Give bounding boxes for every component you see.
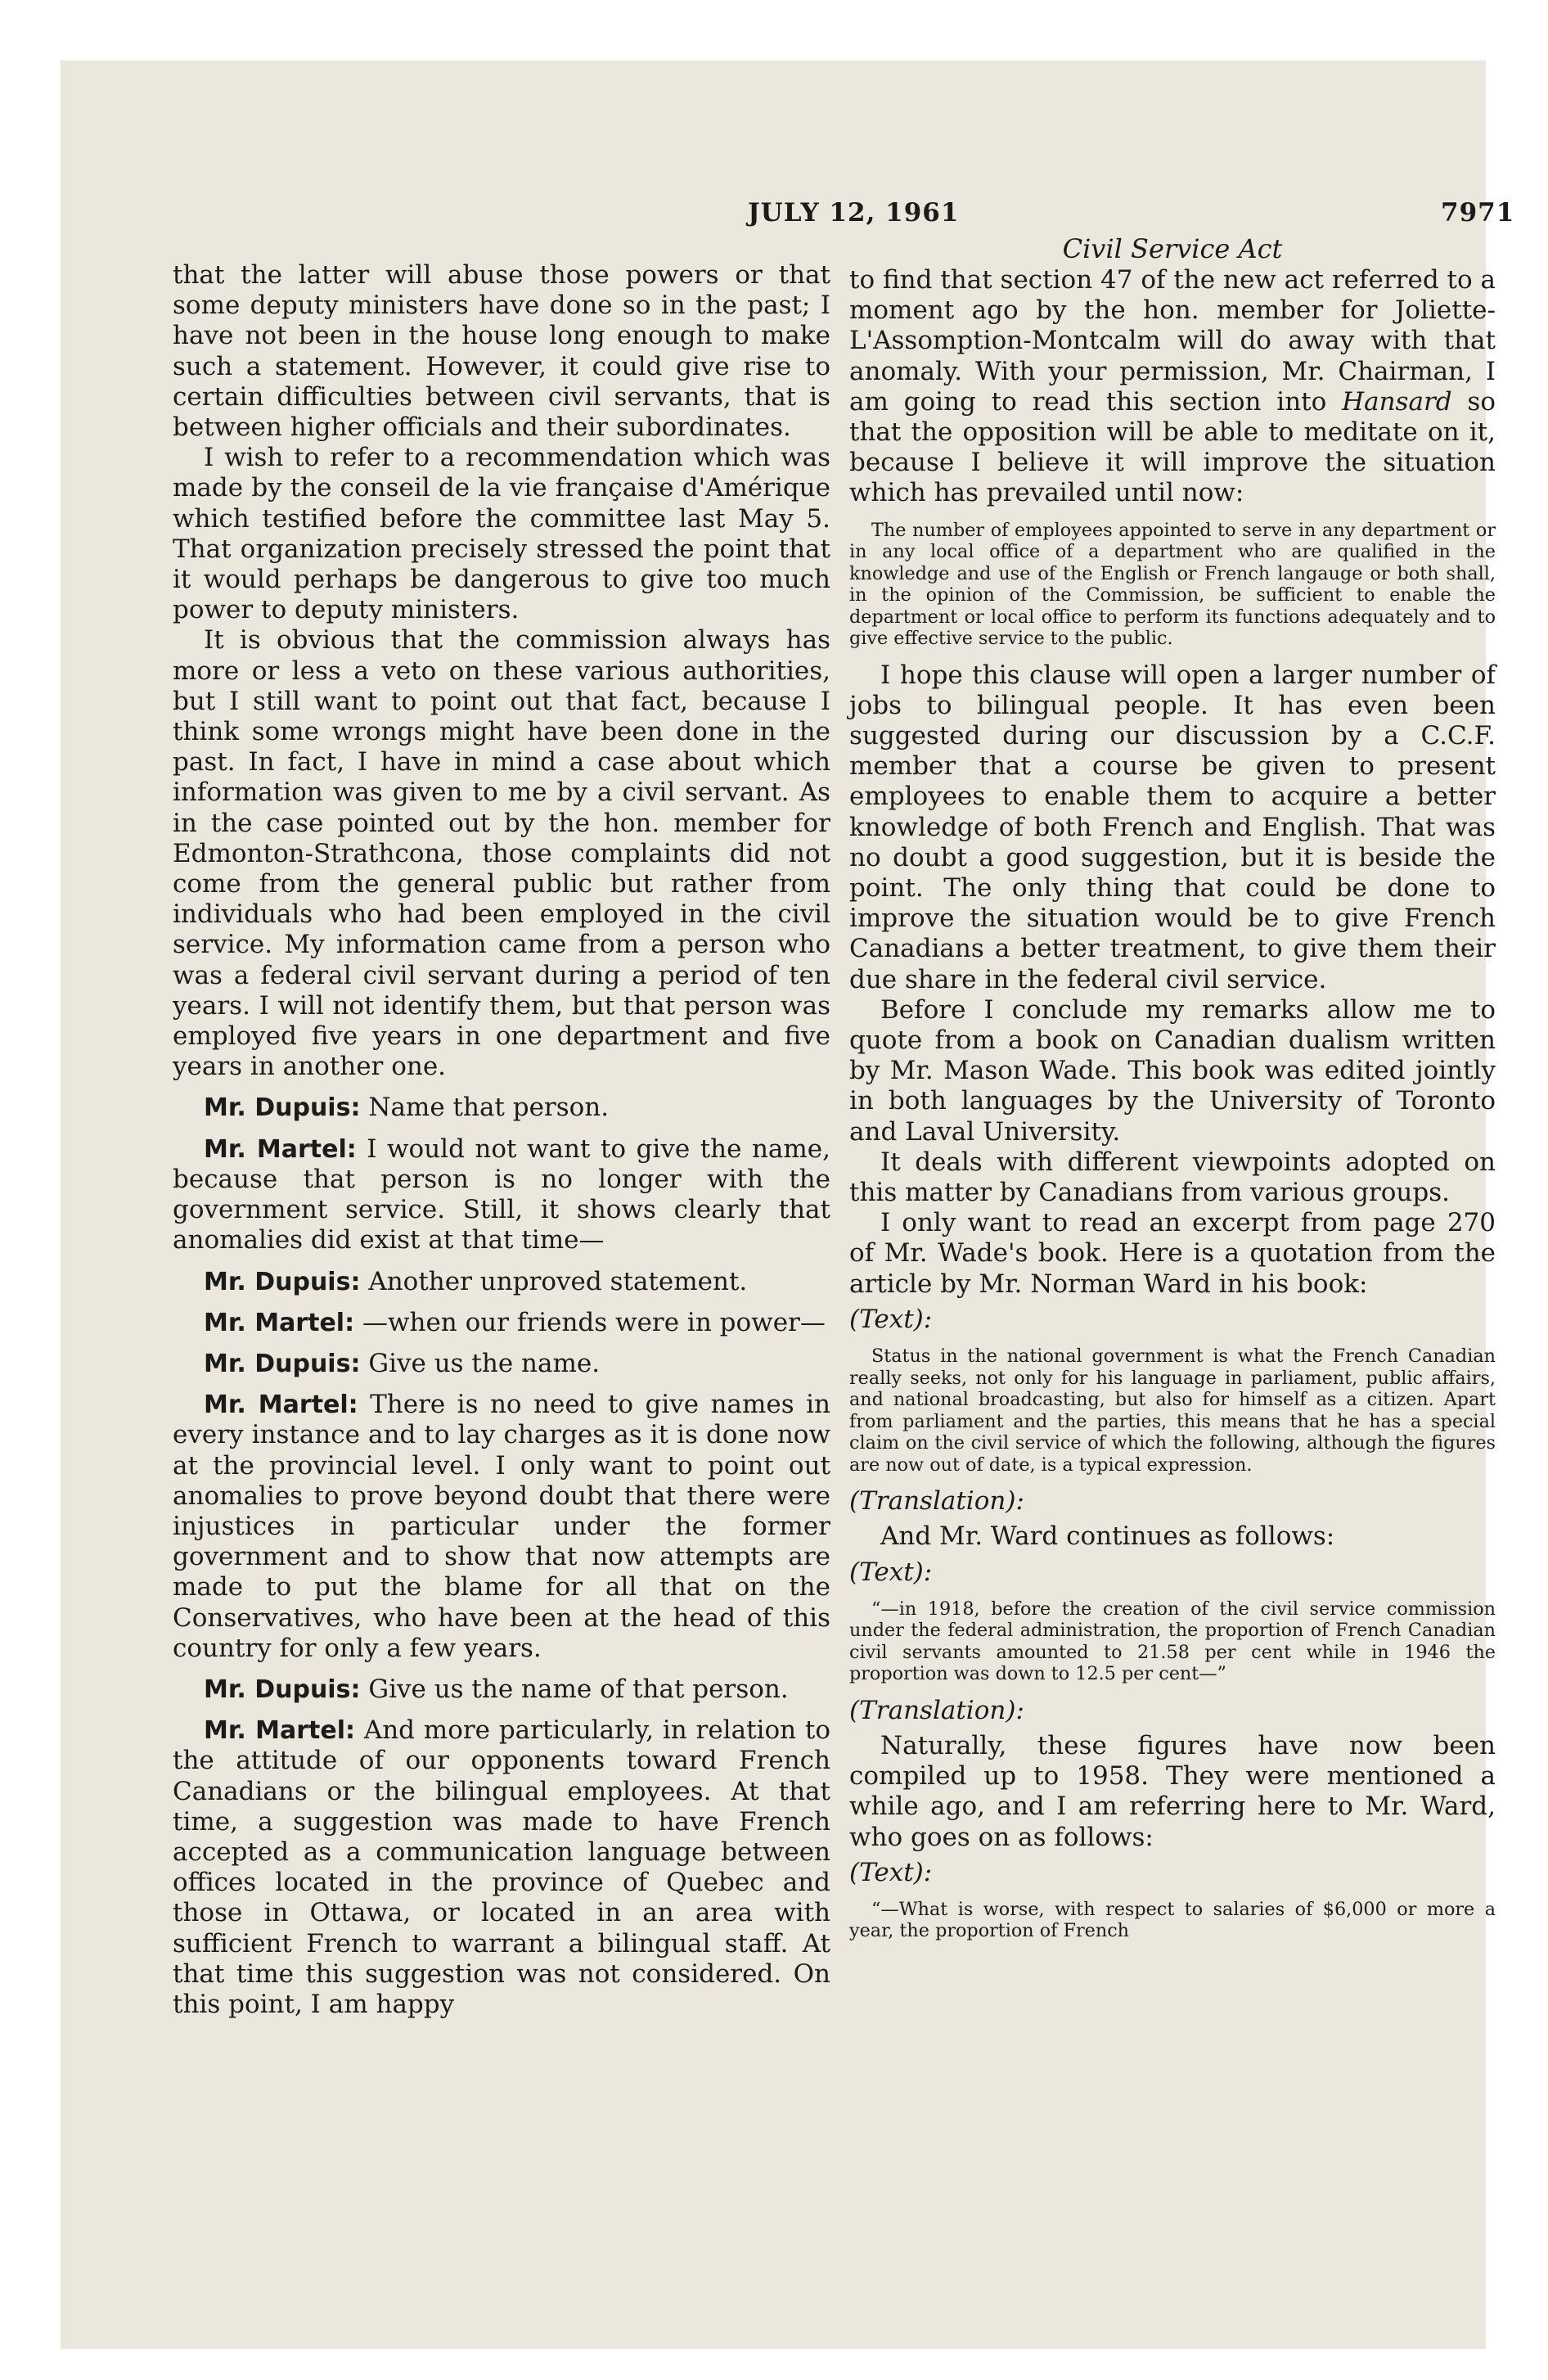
speaker-name: Mr. Martel:	[204, 1134, 357, 1164]
text-label: (Text):	[849, 1557, 933, 1587]
speech-text: Name that person.	[368, 1093, 610, 1123]
speech-text: And more particularly, in relation to the attitude of our opponents toward French Canadians or the bilingual employees. At that time, a suggestion was made to have French accepted as a communication language between offices located in the province of Quebec and those in Ottawa, or located in an area with sufficient French to warrant a bilingual staff. At that time this suggestion was not considered. On this point, I am happy	[173, 1715, 830, 2019]
speech	[173, 1267, 830, 1297]
paragraph	[849, 265, 1496, 509]
speaker-name: Mr. Martel:	[204, 1716, 356, 1746]
speech	[173, 1308, 830, 1338]
quote-text: Status in the national government is what the French Canadian really seeks, not only for his language in parliament, public affairs, and national broadcasting, but also for himself as a citizen. Apart from parliament and the parties, this means that he has a special claim on the civil service of which the following, although the figures are now out of date, is a typical expression.	[849, 1346, 1496, 1476]
quote-text: The number of employees appointed to serve in any department or in any local office of a department who are qualified in the knowledge and use of the English or French langauge or both shall, in the opinion of the Commission, be sufficient to enable the department or local office to perform its functions adequately and to give effective service to the public.	[849, 519, 1496, 650]
speech-text: —when our friends were in power—	[362, 1307, 826, 1337]
running-title: Civil Service Act	[1062, 233, 1283, 264]
paragraph: that the latter will abuse those powers or that some deputy ministers have done so in the past; I have not been in the house long enough to make such a statement. However, it could give rise to certain difficulties between civil servants, that is between higher officials and their subordinates.	[173, 260, 830, 443]
left-column	[173, 260, 830, 2020]
page-sheet	[61, 61, 1515, 2349]
paragraph: It is obvious that the commission always has more or less a veto on these various authorities, but I still want to point out that fact, because I think some wrongs might have been done in the past. In fact, I have in mind a case about which information was given to me by a civil servant. As in the case pointed out by the hon. member for Edmonton-Strathcona, those complaints did not come from the general public but rather from individuals who had been employed in the civil service. My information came from a person who was a federal civil servant during a period of ten years. I will not identify them, but that person was employed five years in one department and five years in another one.	[173, 625, 830, 1082]
speaker-name: Mr. Martel:	[204, 1308, 355, 1337]
text-run: to find that section 47 of the new act referred to a moment ago by the hon. member for Joliette-L'Assomption-Montcalm will do away with that anomaly. With your permission, Mr. Chairman, I am going to read this section into	[849, 265, 1496, 417]
speech	[173, 1349, 830, 1379]
speaker-name: Mr. Dupuis:	[204, 1267, 361, 1296]
quote-text: “—What is worse, with respect to salaries of $6,000 or more a year, the proportion of French	[849, 1898, 1496, 1942]
text-label: (Text):	[849, 1857, 933, 1887]
block-quote	[849, 1598, 1496, 1685]
paragraph: I hope this clause will open a larger number of jobs to bilingual people. It has even been suggested during our discussion by a C.C.F. member that a course be given to present employees to enable them to acquire a better knowledge of both French and English. That was no doubt a good suggestion, but it is beside the point. The only thing that could be done to improve the situation would be to give French Canadians a better treatment, to give them their due share in the federal civil service.	[849, 660, 1496, 994]
speech	[173, 1134, 830, 1256]
speech-text: I would not want to give the name, because that person is no longer with the government service. Still, it shows clearly that anomalies did exist at that time—	[173, 1134, 831, 1255]
paragraph: Before I conclude my remarks allow me to quote from a book on Canadian dualism written by Mr. Mason Wade. This book was edited jointly in both languages by the University of Toronto and Laval University.	[849, 994, 1496, 1147]
speech-text: There is no need to give names in every instance and to lay charges as it is done now at the provincial level. I only want to point out anomalies to prove beyond doubt that there were injustices in particular under the former government and to show that now attempts are made to put the blame for all that on the Conservatives, who have been at the head of this country for only a few years.	[173, 1390, 830, 1663]
speech	[173, 1093, 830, 1123]
text-run: so that the opposition will be able to meditate on it, because I believe it will improve the situation which has prevailed until now:	[849, 386, 1496, 508]
translation-label: (Translation):	[849, 1486, 1024, 1517]
speech	[173, 1675, 830, 1705]
hansard-italic: Hansard	[1342, 386, 1452, 417]
right-column	[849, 232, 1496, 1953]
text-label: (Text):	[849, 1304, 933, 1334]
paragraph: Naturally, these figures have now been compiled up to 1958. They were mentioned a while ago, and I am referring here to Mr. Ward, who goes on as follows:	[849, 1730, 1496, 1852]
speech	[173, 1715, 830, 2020]
paragraph: I wish to refer to a recommendation which was made by the conseil de la vie française d'Amérique which testified before the committee last May 5. That organization precisely stressed the point that it would perhaps be dangerous to give too much power to deputy ministers.	[173, 443, 830, 625]
translation-label: (Translation):	[849, 1695, 1024, 1725]
speaker-name: Mr. Martel:	[204, 1391, 358, 1420]
speaker-name: Mr. Dupuis:	[204, 1093, 361, 1123]
speech-text: Give us the name.	[368, 1348, 601, 1378]
page-number: 7971	[1441, 198, 1515, 228]
quote-text: “—in 1918, before the creation of the civil service commission under the federal administration, the proportion of French Canadian civil servants amounted to 21.58 per cent while in 1946 the proportion was down to 12.5 per cent—”	[849, 1598, 1496, 1685]
block-quote	[849, 1899, 1496, 1942]
speech-text: Another unproved statement.	[368, 1266, 748, 1296]
speech	[173, 1390, 830, 1664]
block-quote	[849, 1346, 1496, 1476]
speaker-name: Mr. Dupuis:	[204, 1675, 361, 1704]
paragraph: I only want to read an excerpt from page 270 of Mr. Wade's book. Here is a quotation from the article by Mr. Norman Ward in his book:	[849, 1208, 1496, 1299]
speech-text: Give us the name of that person.	[368, 1674, 789, 1704]
block-quote	[849, 520, 1496, 650]
speaker-name: Mr. Dupuis:	[204, 1349, 361, 1378]
paragraph: It deals with different viewpoints adopted on this matter by Canadians from various groups.	[849, 1147, 1496, 1208]
paragraph: And Mr. Ward continues as follows:	[880, 1521, 1335, 1552]
header-date: JULY 12, 1961	[748, 198, 960, 228]
